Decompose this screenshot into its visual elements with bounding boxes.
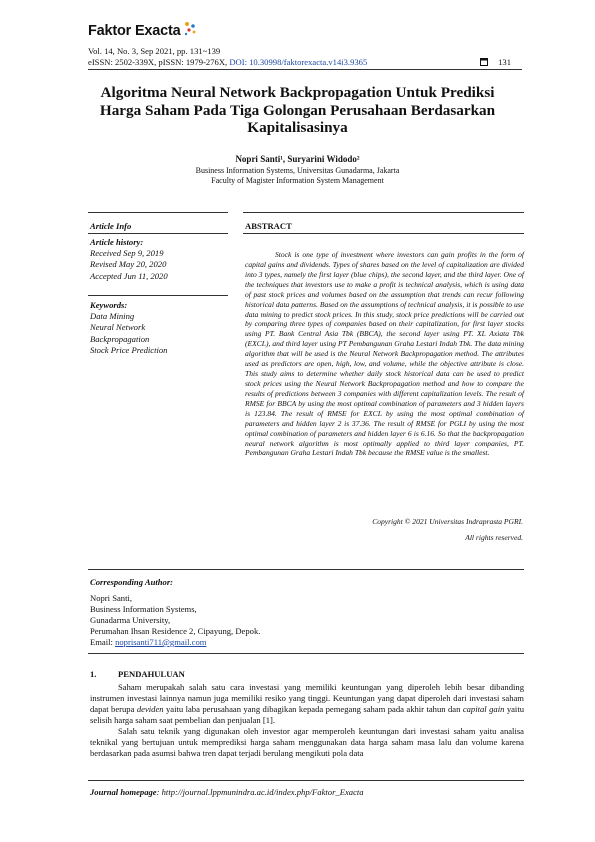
author-department: Business Information Systems, [90, 604, 197, 614]
term-capital-gain: capital gain [462, 704, 505, 714]
citation-block [88, 46, 367, 68]
keywords-rule [88, 295, 228, 296]
copyright: Copyright © 2021 Universitas Indraprasta PGRI. [372, 517, 523, 526]
sparkle-logo-icon [183, 21, 197, 37]
homepage-label: Journal homepage [90, 787, 157, 797]
author-university: Gunadarma University, [90, 615, 171, 625]
section-number: 1. [90, 669, 97, 679]
abstract-bottom-rule [88, 569, 524, 570]
author-name: Nopri Santi, [90, 593, 133, 603]
article-history [90, 237, 168, 282]
history-accepted: Accepted Jun 11, 2020 [90, 270, 168, 281]
affiliation-line: Faculty of Magister Information System Management [211, 176, 384, 185]
keyword: Neural Network [90, 322, 146, 333]
rights-reserved: All rights reserved. [465, 533, 523, 542]
paragraph-text: yaitu selisih harga saham saat pembelian dan penjualan [1]. [90, 704, 524, 725]
abstract-heading: ABSTRACT [245, 221, 292, 231]
corresponding-bottom-rule [88, 653, 524, 654]
doi-link[interactable]: DOI: 10.30998/faktorexacta.v14i3.9365 [229, 56, 368, 67]
square-icon [480, 58, 488, 66]
keyword: Data Mining [90, 311, 135, 322]
abstract-top-rule [243, 212, 524, 213]
affiliation-line: Business Information Systems, Universitas Gunadarma, Jakarta [195, 166, 400, 175]
page-number: 131 [498, 57, 511, 67]
section-title: PENDAHULUAN [118, 669, 185, 679]
section-heading [90, 669, 185, 679]
keyword: Backpropagation [90, 333, 150, 344]
abstract-text: Stock is one type of investment where investors can gain profits in the form of capital gains and dividends. Types of shares based on the level of capitalization are divided into 3 types, namely the first layer (blue chips), the second layer, and the third layer. One of the techniques that investors use to make a profit is technical analysis, which is using data of past stock prices and volumes based on the assumption that trends can recur following historical data patterns. Based on the assumptions of technical analysis, it is possible to use data mining to predict stock prices. In this study, stock price predictions will be carried out by comparing three types of companies based on their capitalization, for first layer stocks using PT. Bank Central Asia Tbk (BBCA), the second layer using PT. XL Axiata Tbk (EXCL), and third layer using PT Pembangunan Graha Lestari Indah Tbk. The data mining algorithm that will be used is the Neural Network Backpropagation method. The attributes used as predictors are open, high, low, and volume, while the objective attribute is close. This study aims to determine whether daily stock historical data can be used to predict stock prices using the Neural Network Backpropagation method and how to compare the results of predictions between 3 companies with different capitalization levels. The result of RMSE for BBCA by using the most optimal combination of parameters and 3 hidden layers is 123.84. The result of RMSE for EXCL by using the most optimal combination of parameters and hidden layer 2 is 37.36. The result of RMSE for PGLI by using the most optimal combination of parameters and hidden layer 6 is 6.16. So that the backpropagation neural network algorithm is most optimally applied to third layer companies, PT. Pembangunan Graha Lestari Indah Tbk because the RMSE value is the smallest. [245, 250, 524, 458]
paper-title: Algoritma Neural Network Backpropagation Untuk Prediksi Harga Saham Pada Tiga Golongan Perusahaan Berdasarkan Kapitalisasinya [99, 84, 496, 137]
keywords-heading: Keywords: [90, 300, 128, 310]
corresponding-details [90, 593, 260, 648]
history-revised: Revised May 20, 2020 [90, 259, 167, 270]
page-number-block [480, 57, 511, 67]
affiliations [80, 166, 515, 186]
history-heading: Article history: [90, 237, 144, 247]
term-deviden: deviden [136, 704, 164, 714]
article-info-heading: Article Info [90, 221, 132, 231]
authors: Nopri Santi¹, Suryarini Widodo² [235, 154, 360, 164]
paragraph [90, 682, 524, 726]
header-rule [88, 69, 522, 70]
author-email-line [90, 637, 260, 648]
citation-line: Vol. 14, No. 3, Sep 2021, pp. 131~139 [88, 46, 221, 56]
paragraph: Salah satu teknik yang digunakan oleh investor agar memperoleh keuntungan dari investasi saham yaitu analisa teknikal yang bertujuan untuk memprediksi harga saham menggunakan data harga saham masa lalu dan volume karena berdasarkan pada asumsi bahwa tren dapat terjadi berulang mengikuti pola data [90, 726, 524, 758]
info-heading-rule [88, 233, 228, 234]
journal-homepage [90, 787, 364, 797]
keyword: Stock Price Prediction [90, 344, 168, 355]
keywords-block [90, 300, 167, 356]
issn-text: eISSN: 2502-339X, pISSN: 1979-276X, [88, 56, 230, 67]
abstract-heading-rule [243, 233, 524, 234]
corresponding-heading: Corresponding Author: [90, 577, 174, 587]
paragraph-text: Saham merupakah salah satu cara investasi yang memiliki keuntungan yang diperoleh lebih besar dibanding instrumen investasi lainnya namun juga memiliki resiko yang tinggi. Keuntungan yang dapat diperoleh dari investasi saham dapat berupa [90, 682, 524, 714]
homepage-url[interactable]: : http://journal.lppmunindra.ac.id/index.php/Faktor_Exacta [156, 787, 364, 797]
journal-logo [88, 22, 197, 40]
footer-rule [88, 780, 524, 781]
paragraph-text: yaitu laba perusahaan yang dibagikan kepada pemegang saham pada akhir tahun dan [163, 704, 463, 714]
info-top-rule [88, 212, 228, 213]
email-link[interactable]: noprisanti711@gmail.com [115, 637, 207, 647]
issn-line [88, 57, 367, 68]
journal-logo-text: Faktor Exacta [88, 23, 181, 39]
history-received: Received Sep 9, 2019 [90, 248, 164, 259]
author-address: Perumahan Ihsan Residence 2, Cipayung, Depok. [90, 626, 261, 636]
email-label: Email: [90, 637, 116, 647]
